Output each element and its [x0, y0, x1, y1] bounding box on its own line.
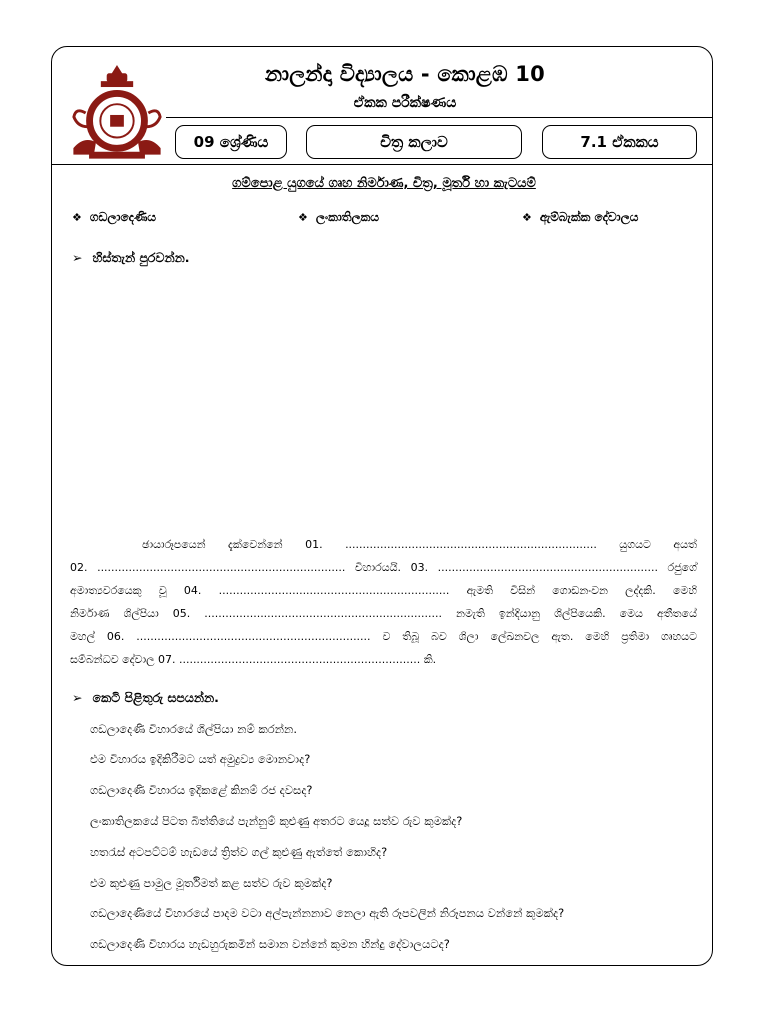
- paragraph-line: සම්බන්ධව දේවාල 07. ..................................................................... කි.: [70, 653, 437, 666]
- question-item: ලංකාතිලකයේ පිටත බිත්තියේ පැන්නුම් කුළුණු අතරට යෙදූ සත්ව රුව කුමක්ද?: [90, 814, 463, 828]
- section-fill-blanks: ➢ හිස්තැන් පුරවන්න.: [72, 250, 190, 265]
- paragraph-line: ඡායාරූපයෙන් දැක්වෙන්නේ 01. ........................................................................ යුගයට අයත්: [142, 538, 697, 551]
- bullet-icon: ❖: [298, 211, 308, 224]
- paragraph-line: අමාත්‍යවරයෙකු වූ 04. .................................................................. ඇමති විසින් ගොඩනංවන ලද්දකි. මෙහි: [70, 584, 697, 597]
- question-item: ගඩලාදෙණි විහාරයේ ශිල්පියා නම් කරන්න.: [90, 722, 297, 736]
- fill-blanks-paragraph: [70, 537, 697, 675]
- paragraph-line: මහල් 06. ................................................................... ව තිබූ බව ශිලා ලේඛනවල ඇත. මෙහි ප්‍රතිමා ගෘහයට: [70, 630, 697, 643]
- bullet-icon: ❖: [522, 211, 532, 224]
- question-item: හතරැස් අටපට්ටම් හැඩයේ ත්‍රිත්ව ගල් කුළුණු ඇත්තේ කොහිද?: [90, 845, 388, 859]
- question-item: එම කුළුණු පාමුල මූර්තිමත් කළ සත්ව රුව කුමක්ද?: [90, 876, 333, 890]
- arrow-bullet-icon: ➢: [72, 250, 83, 265]
- unit-box: 7.1 ඒකකය: [542, 125, 697, 159]
- header-bottom-divider: [51, 164, 713, 165]
- section-short-answers: ➢ කෙටි පිළිතුරු සපයන්න.: [72, 690, 219, 705]
- question-item: ගඩලාදෙණි විහාරය ඉදිකළේ කිනම් රජ දවසද?: [90, 783, 313, 797]
- place-item: ❖ ඇම්බැක්ක දේවාලය: [522, 210, 639, 224]
- paragraph-line: 02. ....................................................................... විහාරයයි. 03. ............................................................... රජුගේ: [70, 561, 697, 574]
- question-item: එම විහාරය ඉදිකිරීමට යත් අමුද්‍රව්‍ය මොනවාද?: [90, 752, 311, 766]
- school-title: නාලන්දා විද්‍යාලය - කොළඹ 10: [265, 62, 545, 86]
- school-crest-icon: [68, 64, 166, 162]
- place-item: ❖ ගඩලාදෙණිය: [72, 210, 157, 224]
- arrow-bullet-icon: ➢: [72, 690, 83, 705]
- grade-box: 09 ශ්‍රේණිය: [175, 125, 287, 159]
- paragraph-line: නිර්මාණ ශිල්පියා 05. .................................................................... නමැති ඉන්දියානු ශිල්පියෙකි. මෙය අතීතයේ: [70, 607, 697, 620]
- header-divider: [166, 117, 713, 118]
- paper-type: ඒකක පරීක්ෂණය: [353, 95, 457, 111]
- bullet-icon: ❖: [72, 211, 82, 224]
- question-item: ගඩලාදෙණි විහාරය හැඩහුරුකමින් සමාන වන්නේ කුමන හින්දු දේවාලයටද?: [90, 937, 450, 951]
- place-item: ❖ ලංකාතිලකය: [298, 210, 380, 224]
- topic-heading: ගම්පොළ යුගයේ ගෘහ නිර්මාණ, චිත්‍ර, මූර්ති හා කැටයම්: [232, 176, 536, 191]
- question-item: ගඩලාදෙණියේ විහාරයේ පාදම වටා අල්පැන්නනාව නෙලා ඇති රූපවලින් නිරූපනය වන්නේ කුමක්ද?: [90, 906, 565, 920]
- subject-box: චිත්‍ර කලාව: [306, 125, 522, 159]
